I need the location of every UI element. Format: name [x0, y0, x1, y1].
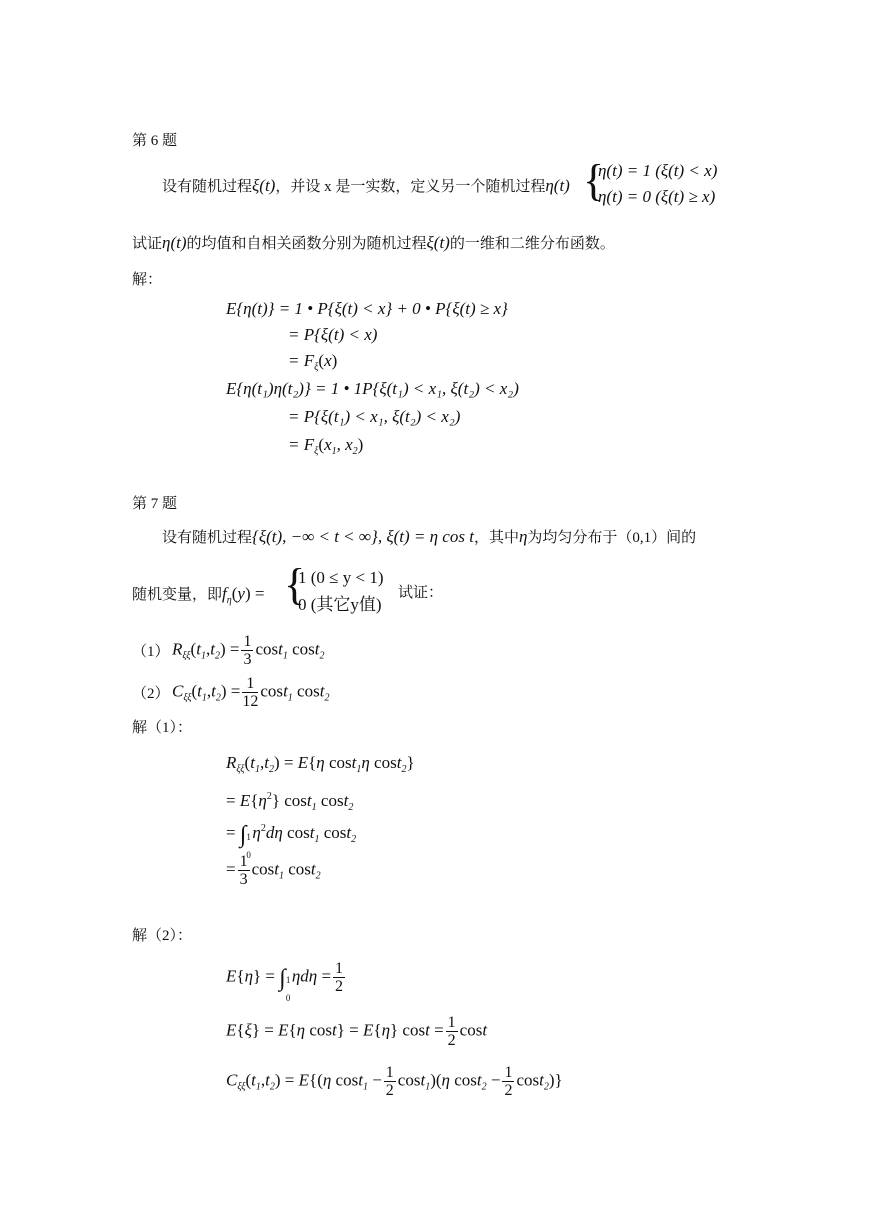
q6-intro — [162, 175, 570, 197]
q7-sol1-frac-num: 1 — [239, 853, 248, 870]
q7-intro-text-c: 为均匀分布于（0,1）间的 — [527, 530, 697, 546]
q7-sol2-line-3: $C_{\xi\xi}(t_1,t_2) = E\{(\eta$ cost$_1$ − $\frac{1}{2}$ cost$_1$)(η cost$_2$ − $\frac{1}{2}$ cost$_2$)} — [226, 1064, 563, 1099]
q7-sol1-int-lower: 0 — [246, 850, 251, 860]
q6-prove-text-a: 试证 — [132, 236, 163, 252]
q7-title: 第 7 题 — [132, 496, 178, 512]
q7-sol1-int-upper: 1 — [246, 832, 251, 842]
q6-intro-text-a: 设有随机过程 — [162, 179, 253, 195]
q7-pdf-case-2: 0 (其它y值) — [298, 595, 382, 614]
q7-pdf-case-1: 1 (0 ≤ y < 1) — [298, 568, 384, 587]
q6-prove-eta: η(t) — [162, 233, 187, 252]
q7-sol1-frac-den: 3 — [239, 871, 248, 888]
q7-sol2-l3-den-b: 2 — [504, 1082, 513, 1099]
q6-eq-line-6-text: = F — [288, 435, 315, 454]
q7-intro — [162, 526, 696, 548]
q7-solution-1-label: 解（1）： — [132, 720, 193, 736]
q6-prove-text-c: 的一维和二维分布函数。 — [449, 236, 615, 252]
q7-rv-text-a: 随机变量，即 — [132, 587, 223, 603]
q7-sol1-line-1: $R_{\xi\xi}(t_1,t_2) = E\{\eta$ cost$_1$η cost$_2$} — [226, 753, 415, 775]
q7-item-1-formula: $R_{\xi\xi}(t_1,t_2)$ = $\frac{1}{3}$ cost$_1$ cost$_2$ — [172, 633, 325, 668]
q7-pdf-brace: { — [284, 560, 306, 609]
q7-solution-2-label: 解（2）： — [132, 928, 193, 944]
q7-sol1-line-4: = $\frac{1}{3}$ cost$_1$ cost$_2$ — [226, 853, 321, 888]
q6-prove-xi: ξ(t) — [426, 233, 450, 252]
q6-prove-text-b: 的均值和自相关函数分别为随机过程 — [186, 236, 427, 252]
q7-rv-statement — [132, 583, 264, 612]
q6-case-2: η(t) = 0 (ξ(t) ≥ x) — [598, 187, 716, 206]
q7-intro-text-b: ，其中 — [473, 530, 519, 546]
q7-pdf-lhs: $f_\eta(y)$ = — [222, 584, 265, 606]
q7-sol2-l3-den-a: 2 — [385, 1082, 394, 1099]
q6-case-brace: { — [583, 156, 605, 205]
q6-eq-line-3-text: = F — [288, 351, 315, 370]
q6-eq-line-4: E{η(t₁)η(t₂)} = 1 • 1P{ξ(t₁) < x₁, ξ(t₂) < x₂) — [226, 379, 519, 398]
q7-process-definition: {ξ(t), −∞ < t < ∞}, ξ(t) = η cos t — [252, 527, 474, 546]
q7-sol1-line-3: = ∫ 1 0 $\eta^2d\eta$ cost$_1$ cost$_2$ — [226, 818, 356, 851]
q6-eq-line-6: = $F_\xi(x_1$, $x_2$) — [288, 435, 364, 457]
q6-eta-symbol: η(t) — [545, 176, 570, 195]
q7-sol2-int-lower: 0 — [285, 993, 291, 1004]
q7-item-1-numerator: 1 — [243, 633, 252, 650]
q7-sol2-l3-num-a: 1 — [385, 1064, 394, 1081]
q7-item-2-denominator: 12 — [242, 693, 259, 710]
q6-eq-line-2: = P{ξ(t) < x) — [288, 325, 378, 344]
q7-item-2-numerator: 1 — [242, 675, 258, 693]
q7-sol2-l2-den: 2 — [447, 1032, 456, 1049]
q7-item-1-denominator: 3 — [243, 651, 252, 668]
q6-intro-text-b: ，并设 x 是一实数，定义另一个随机过程 — [275, 179, 546, 195]
q7-intro-text-a: 设有随机过程 — [162, 530, 253, 546]
q7-item-2-label: （2） — [132, 686, 170, 702]
q7-item-2-formula: $C_{\xi\xi}(t_1,t_2)$ = $\frac{1}{12}$ cost$_1$ cost$_2$ — [172, 675, 330, 710]
q7-eta-symbol: η — [518, 527, 528, 546]
q7-sol2-l2-num: 1 — [447, 1014, 456, 1031]
q6-xi-symbol: ξ(t) — [252, 176, 276, 195]
q6-eq-line-5: = P{ξ(t₁) < x₁, ξ(t₂) < x₂) — [288, 407, 461, 426]
q7-item-1-label: （1） — [132, 644, 170, 660]
q7-sol2-line-1: E{η} = ∫ 1 0 ηdη = $\frac{1}{2}$ — [226, 960, 347, 995]
q6-case-1: η(t) = 1 (ξ(t) < x) — [598, 161, 718, 180]
q7-sol2-l1-num: 1 — [335, 960, 344, 977]
q7-prove-label: 试证： — [398, 585, 444, 601]
q7-sol2-line-2: E{ξ} = E{η cost} = E{η} cost = $\frac{1}{2}$ cost — [226, 1014, 488, 1049]
q6-solution-label: 解： — [132, 272, 163, 288]
q7-sol1-line-2: = $E\{\eta^2\}$ cost$_1$ cost$_2$ — [226, 791, 354, 813]
q7-sol2-l3-num-b: 1 — [504, 1064, 513, 1081]
q6-prove-statement — [132, 232, 615, 254]
q7-pdf-f: f — [222, 584, 227, 603]
q6-eq-line-3: = $F_\xi(x)$ — [288, 351, 338, 373]
q6-title: 第 6 题 — [132, 133, 178, 149]
q7-sol2-l1-den: 2 — [335, 978, 344, 995]
q7-sol2-int-upper: 1 — [285, 975, 291, 986]
q6-eq-line-1: E{η(t)} = 1 • P{ξ(t) < x} + 0 • P{ξ(t) ≥ x} — [226, 299, 508, 318]
